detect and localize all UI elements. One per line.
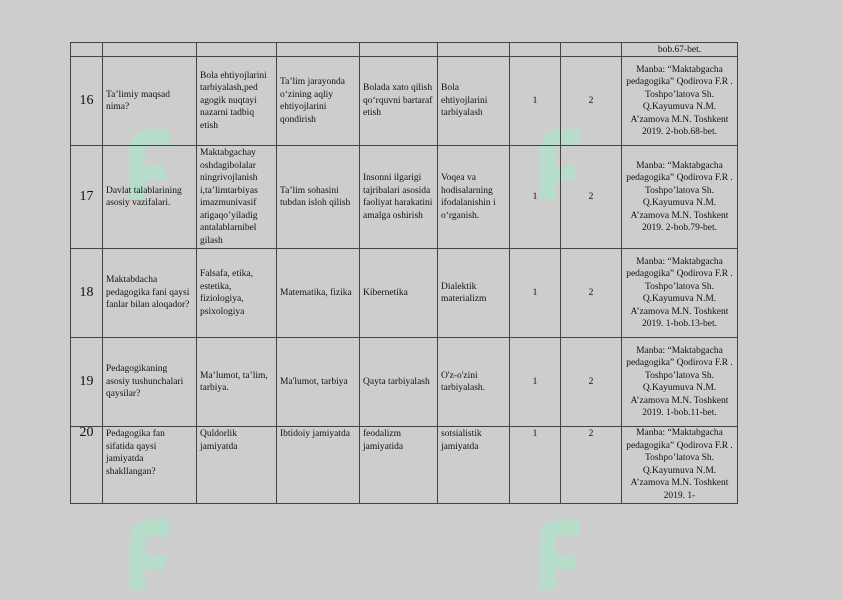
answer-a-cell: Quldorlik jamiyatda [197,427,277,504]
table-row [71,146,738,249]
col8-cell: 2 [561,249,622,338]
question-cell: Maktabdacha pedagogika fani qaysi fanlar bilan aloqador? [103,249,197,338]
table-cell [360,43,438,57]
source-cell: Manba: “Maktabgacha pedagogika” Qodirova F.R . Toshpo’latova Sh. Q.Kayumuva N.M. A’zamova M.N. Toshkent 2019. 1- [622,427,738,504]
table-cell [103,43,197,57]
table-cell [510,43,561,57]
answer-c-cell: Qayta tarbiyalash [360,338,438,427]
col7-cell: 1 [510,249,561,338]
col7-cell: 1 [510,338,561,427]
answer-c-cell: Insonni ilgarigi tajribalari asosida faoliyat harakatini amalga oshirish [360,146,438,249]
answer-a-cell: Falsafa, etika, estetika, fiziologiya, psixologiya [197,249,277,338]
answer-c-cell: Kibernetika [360,249,438,338]
row-number: 19 [71,338,103,427]
answer-d-cell: O'z-o'zini tarbiyalash. [438,338,510,427]
col7-cell: 1 [510,57,561,146]
answer-d-cell: Dialektik materializm [438,249,510,338]
answer-c-cell: feodalizm jamiyatida [360,427,438,504]
answer-d-cell: Voqea va hodisalarning ifodalanishin i o‘rganish. [438,146,510,249]
answer-a-cell: Bola ehtiyojlarini tarbiyalash,ped agogik nuqtayi nazarni tadbiq etish [197,57,277,146]
answer-b-cell: Matematika, fizika [277,249,360,338]
answer-d-cell: sotsialistik jamiyatda [438,427,510,504]
watermark-logo-icon [110,500,190,600]
row-number: 17 [71,146,103,249]
table-row [71,249,738,338]
table-row [71,427,738,504]
source-cell: bob.67-bet. [622,43,738,57]
col8-cell: 2 [561,146,622,249]
source-cell: Manba: “Maktabgacha pedagogika” Qodirova F.R . Toshpo’latova Sh. Q.Kayumuva N.M. A’zamova M.N. Toshkent 2019. 1-bob.11-bet. [622,338,738,427]
answer-b-cell: Ma'lumot, tarbiya [277,338,360,427]
table-row [71,43,738,57]
col8-cell: 2 [561,338,622,427]
table-cell [71,43,103,57]
answer-d-cell: Bola ehtiyojlarini tarbiyalash [438,57,510,146]
row-number: 20 [71,427,103,504]
answer-b-cell: Ibtidoiy jamiyatda [277,427,360,504]
answer-c-cell: Bolada xato qilish qo‘rquvni bartaraf etish [360,57,438,146]
question-cell: Pedagogika fan sifatida qaysi jamiyatda shakllangan? [103,427,197,504]
answer-a-cell: Maktabgachay oshdagibolalar ningrivojlanish i,ta’limtarbiyas imazmunivasif atigaqo’yiladig antalablarnibel gilash [197,146,277,249]
table-row [71,338,738,427]
answer-b-cell: Ta’lim sohasini tubdan isloh qilish [277,146,360,249]
table-cell [277,43,360,57]
col7-cell: 1 [510,146,561,249]
source-cell: Manba: “Maktabgacha pedagogika” Qodirova F.R . Toshpo’latova Sh. Q.Kayumuva N.M. A’zamova M.N. Toshkent 2019. 2-bob.79-bet. [622,146,738,249]
table-cell [197,43,277,57]
answer-a-cell: Ma’lumot, ta’lim, tarbiya. [197,338,277,427]
question-cell: Davlat talablarining asosiy vazifalari. [103,146,197,249]
table-cell [561,43,622,57]
watermark-logo-icon [520,500,600,600]
answer-b-cell: Ta’lim jarayonda o‘zining aqliy ehtiyojlarini qondirish [277,57,360,146]
col8-cell: 2 [561,427,622,504]
source-cell: Manba: “Maktabgacha pedagogika” Qodirova F.R . Toshpo’latova Sh. Q.Kayumuva N.M. A’zamova M.N. Toshkent 2019. 1-bob.13-bet. [622,249,738,338]
questions-table [70,42,738,504]
col8-cell: 2 [561,57,622,146]
row-number: 16 [71,57,103,146]
table-row [71,57,738,146]
row-number: 18 [71,249,103,338]
question-cell: Ta’limiy maqsad nima? [103,57,197,146]
source-cell: Manba: “Maktabgacha pedagogika” Qodirova F.R . Toshpo’latova Sh. Q.Kayumuva N.M. A’zamova M.N. Toshkent 2019. 2-bob.68-bet. [622,57,738,146]
question-cell: Pedagogikaning asosiy tushunchalari qaysilar? [103,338,197,427]
col7-cell: 1 [510,427,561,504]
table-cell [438,43,510,57]
